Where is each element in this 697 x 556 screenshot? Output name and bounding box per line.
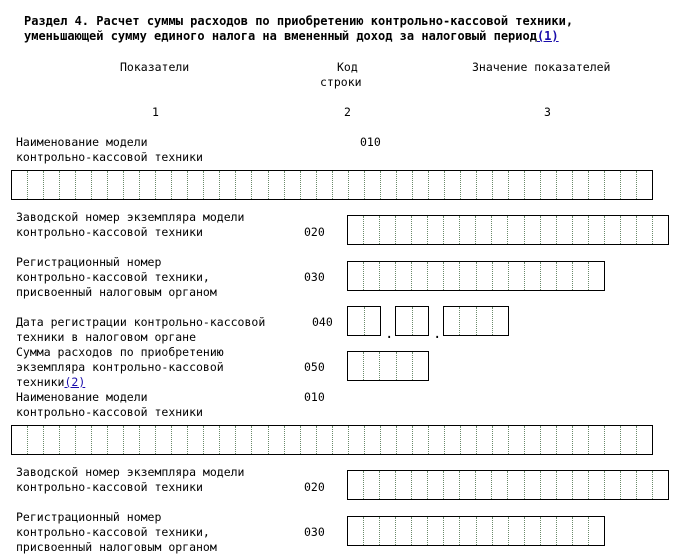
input-cell[interactable]: [427, 216, 443, 244]
input-cell[interactable]: [507, 471, 523, 499]
input-cell[interactable]: [620, 471, 636, 499]
input-cell[interactable]: [604, 471, 620, 499]
input-cell[interactable]: [155, 171, 171, 199]
input-cell[interactable]: [363, 471, 379, 499]
row-010-label-l2: контрольно-кассовой техники: [16, 150, 203, 164]
input-cell[interactable]: [475, 216, 491, 244]
input-cell[interactable]: [540, 216, 556, 244]
section-title-line2: [24, 29, 559, 44]
input-cell[interactable]: [123, 171, 139, 199]
input-cell[interactable]: [284, 171, 300, 199]
input-cell[interactable]: [379, 262, 395, 290]
input-cell[interactable]: [348, 517, 363, 545]
input-cell[interactable]: [492, 307, 508, 335]
input-cell[interactable]: [268, 171, 284, 199]
input-cell[interactable]: [171, 426, 187, 454]
input-cell[interactable]: [412, 352, 428, 380]
input-cell[interactable]: [284, 426, 300, 454]
input-cell[interactable]: [540, 262, 556, 290]
input-cell[interactable]: [459, 262, 475, 290]
input-cell[interactable]: [459, 517, 475, 545]
footnote-link-2[interactable]: (2): [64, 375, 86, 389]
input-cell[interactable]: [363, 352, 379, 380]
input-cell[interactable]: [348, 307, 364, 335]
input-cell[interactable]: [203, 171, 219, 199]
input-cell[interactable]: [171, 171, 187, 199]
input-cell[interactable]: [508, 517, 524, 545]
row-010b-label-l2: контрольно-кассовой техники: [16, 405, 203, 419]
input-cell[interactable]: [411, 216, 427, 244]
input-cell[interactable]: [364, 171, 380, 199]
input-cell[interactable]: [444, 307, 459, 335]
row-030b-label-l2: контрольно-кассовой техники,: [16, 525, 210, 539]
input-cell[interactable]: [508, 426, 524, 454]
input-cell[interactable]: [139, 426, 155, 454]
input-cell[interactable]: [27, 171, 43, 199]
input-cell[interactable]: [364, 426, 380, 454]
input-cell[interactable]: [620, 216, 636, 244]
input-cell[interactable]: [524, 171, 540, 199]
input-cell[interactable]: [443, 262, 459, 290]
serial-number-input[interactable]: [347, 215, 669, 245]
input-cell[interactable]: [636, 471, 652, 499]
column-header-indicators: Показатели: [120, 60, 190, 74]
input-cell[interactable]: [380, 171, 396, 199]
input-cell[interactable]: [620, 171, 636, 199]
input-cell[interactable]: [316, 426, 332, 454]
input-cell[interactable]: [332, 171, 348, 199]
input-cell[interactable]: [572, 216, 588, 244]
serial-number-input-2[interactable]: [347, 470, 669, 500]
row-010b-label-l1: Наименование модели: [16, 390, 148, 404]
input-cell[interactable]: [444, 426, 460, 454]
input-cell[interactable]: [396, 352, 412, 380]
input-cell[interactable]: [268, 426, 284, 454]
input-cell[interactable]: [443, 216, 459, 244]
input-cell[interactable]: [524, 471, 540, 499]
input-cell[interactable]: [443, 471, 459, 499]
input-cell[interactable]: [12, 171, 27, 199]
input-cell[interactable]: [27, 426, 43, 454]
input-cell[interactable]: [300, 426, 316, 454]
input-cell[interactable]: [348, 471, 363, 499]
input-cell[interactable]: [348, 352, 363, 380]
input-cell[interactable]: [476, 426, 492, 454]
expense-sum-input[interactable]: [347, 351, 429, 381]
input-cell[interactable]: [460, 426, 476, 454]
model-name-input-2[interactable]: [11, 425, 653, 455]
input-cell[interactable]: [379, 216, 395, 244]
input-cell[interactable]: [139, 171, 155, 199]
input-cell[interactable]: [428, 426, 444, 454]
input-cell[interactable]: [363, 216, 379, 244]
input-cell[interactable]: [507, 216, 523, 244]
row-040-label-l2: техники в налоговом органе: [16, 330, 197, 344]
input-cell[interactable]: [316, 171, 332, 199]
registration-number-input-2[interactable]: [347, 516, 605, 546]
input-cell[interactable]: [588, 216, 604, 244]
row-020-code: 020: [304, 225, 325, 239]
input-cell[interactable]: [412, 307, 429, 335]
column-header-values: Значение показателей: [472, 60, 611, 74]
input-cell[interactable]: [636, 216, 652, 244]
input-cell[interactable]: [492, 262, 508, 290]
registration-date-year[interactable]: [443, 306, 509, 336]
input-cell[interactable]: [219, 426, 235, 454]
input-cell[interactable]: [379, 517, 395, 545]
input-cell[interactable]: [588, 517, 604, 545]
input-cell[interactable]: [492, 171, 508, 199]
input-cell[interactable]: [427, 262, 443, 290]
row-050-label-l2: экземпляра контрольно-кассовой: [16, 360, 224, 374]
row-030-label-l3: присвоенный налоговым органом: [16, 285, 217, 299]
input-cell[interactable]: [395, 471, 411, 499]
input-cell[interactable]: [395, 517, 411, 545]
row-010-code: 010: [360, 135, 381, 149]
row-030-label-l2: контрольно-кассовой техники,: [16, 270, 210, 284]
date-separator-2: .: [433, 326, 442, 342]
input-cell[interactable]: [652, 471, 668, 499]
row-040-code: 040: [312, 315, 333, 329]
input-cell[interactable]: [556, 171, 572, 199]
footnote-link-1[interactable]: (1): [536, 29, 559, 43]
input-cell[interactable]: [476, 517, 492, 545]
registration-date-day[interactable]: [347, 306, 381, 336]
section-title-line1: Раздел 4. Расчет суммы расходов по приобретению контрольно-кассовой техники,: [24, 14, 574, 28]
input-cell[interactable]: [43, 426, 59, 454]
input-cell[interactable]: [524, 426, 540, 454]
input-cell[interactable]: [364, 307, 381, 335]
input-cell[interactable]: [604, 216, 620, 244]
input-cell[interactable]: [75, 426, 91, 454]
input-cell[interactable]: [604, 426, 620, 454]
input-cell[interactable]: [459, 471, 475, 499]
input-cell[interactable]: [588, 426, 604, 454]
input-cell[interactable]: [396, 171, 412, 199]
input-cell[interactable]: [636, 171, 652, 199]
column-number-3: 3: [544, 105, 551, 119]
input-cell[interactable]: [363, 262, 379, 290]
input-cell[interactable]: [476, 307, 492, 335]
input-cell[interactable]: [540, 171, 556, 199]
row-040-label-l1: Дата регистрации контрольно-кассовой: [16, 315, 266, 329]
row-010b-code: 010: [304, 390, 325, 404]
input-cell[interactable]: [187, 171, 203, 199]
input-cell[interactable]: [363, 517, 379, 545]
input-cell[interactable]: [332, 426, 348, 454]
input-cell[interactable]: [459, 216, 475, 244]
row-030-code: 030: [304, 270, 325, 284]
input-cell[interactable]: [348, 262, 363, 290]
input-cell[interactable]: [476, 171, 492, 199]
input-cell[interactable]: [348, 216, 363, 244]
input-cell[interactable]: [251, 426, 267, 454]
input-cell[interactable]: [43, 171, 59, 199]
input-cell[interactable]: [556, 426, 572, 454]
input-cell[interactable]: [235, 426, 251, 454]
input-cell[interactable]: [428, 171, 444, 199]
input-cell[interactable]: [380, 426, 396, 454]
input-cell[interactable]: [572, 262, 588, 290]
input-cell[interactable]: [251, 171, 267, 199]
row-030b-code: 030: [304, 525, 325, 539]
row-020-label-l2: контрольно-кассовой техники: [16, 225, 203, 239]
input-cell[interactable]: [604, 171, 620, 199]
input-cell[interactable]: [12, 426, 27, 454]
registration-date-month[interactable]: [395, 306, 429, 336]
input-cell[interactable]: [219, 171, 235, 199]
input-cell[interactable]: [91, 171, 107, 199]
input-cell[interactable]: [491, 471, 507, 499]
input-cell[interactable]: [540, 471, 556, 499]
input-cell[interactable]: [491, 216, 507, 244]
row-020b-code: 020: [304, 480, 325, 494]
input-cell[interactable]: [155, 426, 171, 454]
row-020b-label-l1: Заводской номер экземпляра модели: [16, 465, 245, 479]
input-cell[interactable]: [91, 426, 107, 454]
input-cell[interactable]: [556, 262, 572, 290]
input-cell[interactable]: [203, 426, 219, 454]
row-030-label-l1: Регистрационный номер: [16, 255, 162, 269]
row-020-label-l1: Заводской номер экземпляра модели: [16, 210, 245, 224]
input-cell[interactable]: [524, 517, 540, 545]
input-cell[interactable]: [556, 517, 572, 545]
input-cell[interactable]: [75, 171, 91, 199]
input-cell[interactable]: [620, 426, 636, 454]
input-cell[interactable]: [524, 216, 540, 244]
column-number-2: 2: [344, 105, 351, 119]
input-cell[interactable]: [427, 471, 443, 499]
input-cell[interactable]: [492, 426, 508, 454]
input-cell[interactable]: [396, 426, 412, 454]
input-cell[interactable]: [492, 517, 508, 545]
date-separator-1: .: [385, 326, 394, 342]
input-cell[interactable]: [588, 471, 604, 499]
input-cell[interactable]: [395, 262, 411, 290]
input-cell[interactable]: [443, 517, 459, 545]
input-cell[interactable]: [235, 171, 251, 199]
input-cell[interactable]: [459, 307, 475, 335]
input-cell[interactable]: [107, 426, 123, 454]
input-cell[interactable]: [475, 471, 491, 499]
input-cell[interactable]: [59, 426, 75, 454]
input-cell[interactable]: [508, 171, 524, 199]
input-cell[interactable]: [412, 171, 428, 199]
input-cell[interactable]: [396, 307, 412, 335]
input-cell[interactable]: [348, 171, 364, 199]
input-cell[interactable]: [556, 216, 572, 244]
row-050-label-text: техники: [16, 375, 65, 389]
input-cell[interactable]: [572, 517, 588, 545]
input-cell[interactable]: [572, 426, 588, 454]
input-cell[interactable]: [300, 171, 316, 199]
column-number-1: 1: [152, 105, 159, 119]
input-cell[interactable]: [540, 426, 556, 454]
input-cell[interactable]: [348, 426, 364, 454]
registration-number-input[interactable]: [347, 261, 605, 291]
input-cell[interactable]: [540, 517, 556, 545]
input-cell[interactable]: [588, 171, 604, 199]
input-cell[interactable]: [588, 262, 604, 290]
input-cell[interactable]: [524, 262, 540, 290]
input-cell[interactable]: [379, 352, 395, 380]
column-header-code: Код: [337, 60, 358, 74]
row-030b-label-l1: Регистрационный номер: [16, 510, 162, 524]
input-cell[interactable]: [572, 171, 588, 199]
row-050-label-l3: [16, 375, 85, 390]
input-cell[interactable]: [460, 171, 476, 199]
input-cell[interactable]: [107, 171, 123, 199]
input-cell[interactable]: [411, 471, 427, 499]
input-cell[interactable]: [411, 517, 427, 545]
input-cell[interactable]: [508, 262, 524, 290]
input-cell[interactable]: [636, 426, 652, 454]
input-cell[interactable]: [411, 262, 427, 290]
input-cell[interactable]: [556, 471, 572, 499]
row-050-label-l1: Сумма расходов по приобретению: [16, 345, 224, 359]
row-020b-label-l2: контрольно-кассовой техники: [16, 480, 203, 494]
row-010-label-l1: Наименование модели: [16, 135, 148, 149]
input-cell[interactable]: [59, 171, 75, 199]
input-cell[interactable]: [652, 216, 668, 244]
input-cell[interactable]: [476, 262, 492, 290]
input-cell[interactable]: [412, 426, 428, 454]
input-cell[interactable]: [123, 426, 139, 454]
section-title-text: уменьшающей сумму единого налога на вмененный доход за налоговый период: [24, 29, 537, 43]
row-050-code: 050: [304, 360, 325, 374]
model-name-input[interactable]: [11, 170, 653, 200]
row-030b-label-l3: присвоенный налоговым органом: [16, 540, 217, 554]
input-cell[interactable]: [444, 171, 460, 199]
input-cell[interactable]: [427, 517, 443, 545]
input-cell[interactable]: [379, 471, 395, 499]
column-header-code-line2: строки: [320, 75, 362, 89]
input-cell[interactable]: [187, 426, 203, 454]
input-cell[interactable]: [572, 471, 588, 499]
input-cell[interactable]: [395, 216, 411, 244]
